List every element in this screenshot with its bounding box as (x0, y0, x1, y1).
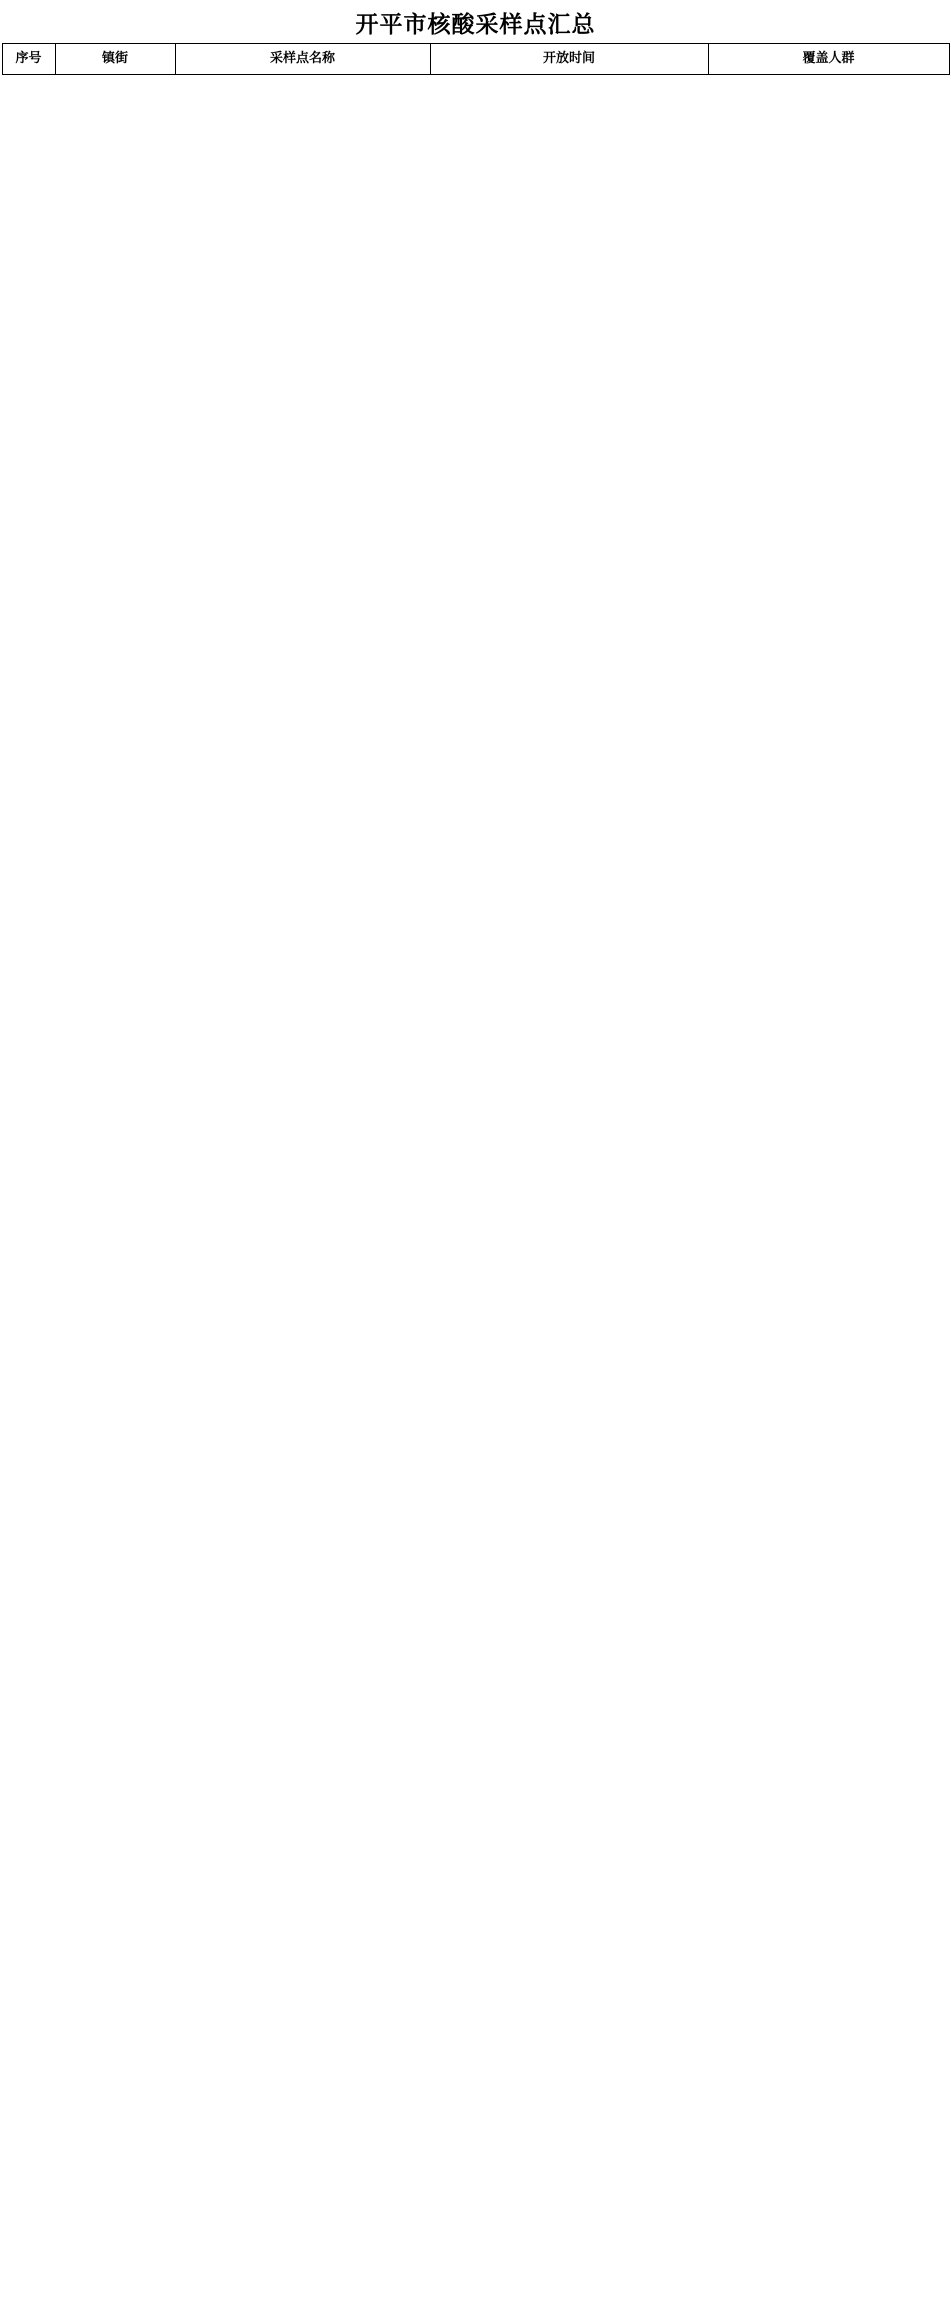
page-title: 开平市核酸采样点汇总 (355, 12, 596, 38)
header-cell-open-time: 开放时间 (430, 44, 708, 75)
header-cell-index: 序号 (2, 44, 55, 75)
header-cell-site-name: 采样点名称 (175, 44, 430, 75)
page (0, 0, 951, 77)
header-row (2, 44, 949, 75)
header-cell-coverage: 覆盖人群 (708, 44, 949, 75)
header-cell-town: 镇街 (55, 44, 175, 75)
sampling-points-table (2, 43, 950, 75)
table-header (2, 44, 949, 75)
